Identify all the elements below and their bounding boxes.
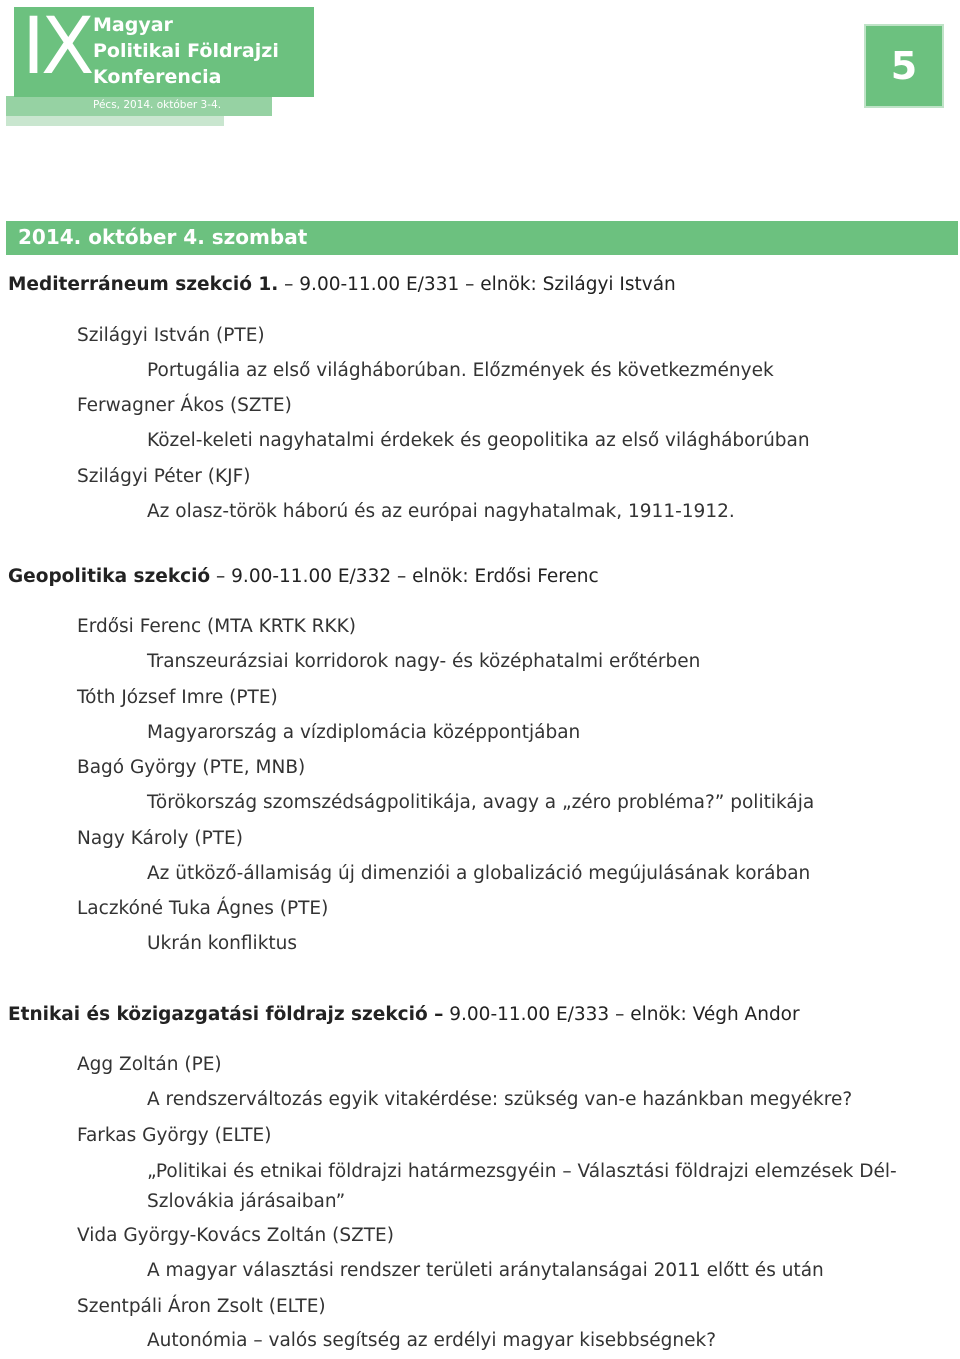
session-details: 9.00-11.00 E/333 – elnök: Végh Andor xyxy=(449,1004,800,1025)
session-heading xyxy=(8,274,676,295)
talk-title: Az ütköző-államiság új dimenziói a globalizáció megújulásának korában xyxy=(147,863,811,884)
logo-date: Pécs, 2014. október 3-4. xyxy=(93,99,222,111)
session-title: Mediterráneum szekció 1. xyxy=(8,274,279,295)
session-details: – 9.00-11.00 E/332 – elnök: Erdősi Ferenc xyxy=(216,566,599,587)
session-details: – 9.00-11.00 E/331 – elnök: Szilágyi István xyxy=(284,274,676,295)
talk-title: A magyar választási rendszer területi aránytalanságai 2011 előtt és után xyxy=(147,1260,824,1281)
page-number: 5 xyxy=(866,26,942,106)
talk-title: Magyarország a vízdiplomácia középpontjában xyxy=(147,722,581,743)
day-banner-text: 2014. október 4. szombat xyxy=(18,225,308,249)
session-title: Geopolitika szekció xyxy=(8,566,211,587)
logo-numeral: IX xyxy=(22,2,91,92)
talk-title: Ukrán konfliktus xyxy=(147,933,298,954)
talk-title: „Politikai és etnikai földrajzi határmezsgyéin – Választási földrajzi elemzések Dél-Szlovákia járásaiban” xyxy=(147,1161,897,1212)
speaker: Nagy Károly (PTE) xyxy=(77,828,243,849)
speaker: Vida György-Kovács Zoltán (SZTE) xyxy=(77,1225,394,1246)
logo-line-2: Politikai Földrajzi xyxy=(93,40,279,62)
talk-title: A rendszerváltozás egyik vitakérdése: szükség van-e hazánkban megyékre? xyxy=(147,1089,853,1110)
speaker: Szentpáli Áron Zsolt (ELTE) xyxy=(77,1296,326,1317)
logo-line-1: Magyar xyxy=(93,14,173,36)
logo-line-3: Konferencia xyxy=(93,66,222,88)
session-title: Etnikai és közigazgatási földrajz szekció – xyxy=(8,1004,444,1025)
speaker: Szilágyi Péter (KJF) xyxy=(77,466,251,487)
talk-title: Autonómia – valós segítség az erdélyi magyar kisebbségnek? xyxy=(147,1330,717,1351)
talk-title: Törökország szomszédságpolitikája, avagy a „zéro probléma?” politikája xyxy=(147,792,815,813)
speaker: Agg Zoltán (PE) xyxy=(77,1054,222,1075)
logo-shadow-bar-lower xyxy=(6,116,224,126)
speaker: Bagó György (PTE, MNB) xyxy=(77,757,306,778)
talk-title: Transzeurázsiai korridorok nagy- és középhatalmi erőtérben xyxy=(147,651,701,672)
speaker: Farkas György (ELTE) xyxy=(77,1125,272,1146)
speaker: Ferwagner Ákos (SZTE) xyxy=(77,395,292,416)
speaker: Laczkóné Tuka Ágnes (PTE) xyxy=(77,898,329,919)
session-heading xyxy=(8,566,599,587)
speaker: Erdősi Ferenc (MTA KRTK RKK) xyxy=(77,616,356,637)
talk-title: Portugália az első világháborúban. Előzmények és következmények xyxy=(147,360,774,381)
talk-title: Az olasz-török háború és az európai nagyhatalmak, 1911-1912. xyxy=(147,501,735,522)
talk-title: Közel-keleti nagyhatalmi érdekek és geopolitika az első világháborúban xyxy=(147,430,810,451)
speaker: Tóth József Imre (PTE) xyxy=(77,687,278,708)
speaker: Szilágyi István (PTE) xyxy=(77,325,265,346)
session-heading xyxy=(8,1004,800,1025)
day-banner xyxy=(6,221,958,255)
